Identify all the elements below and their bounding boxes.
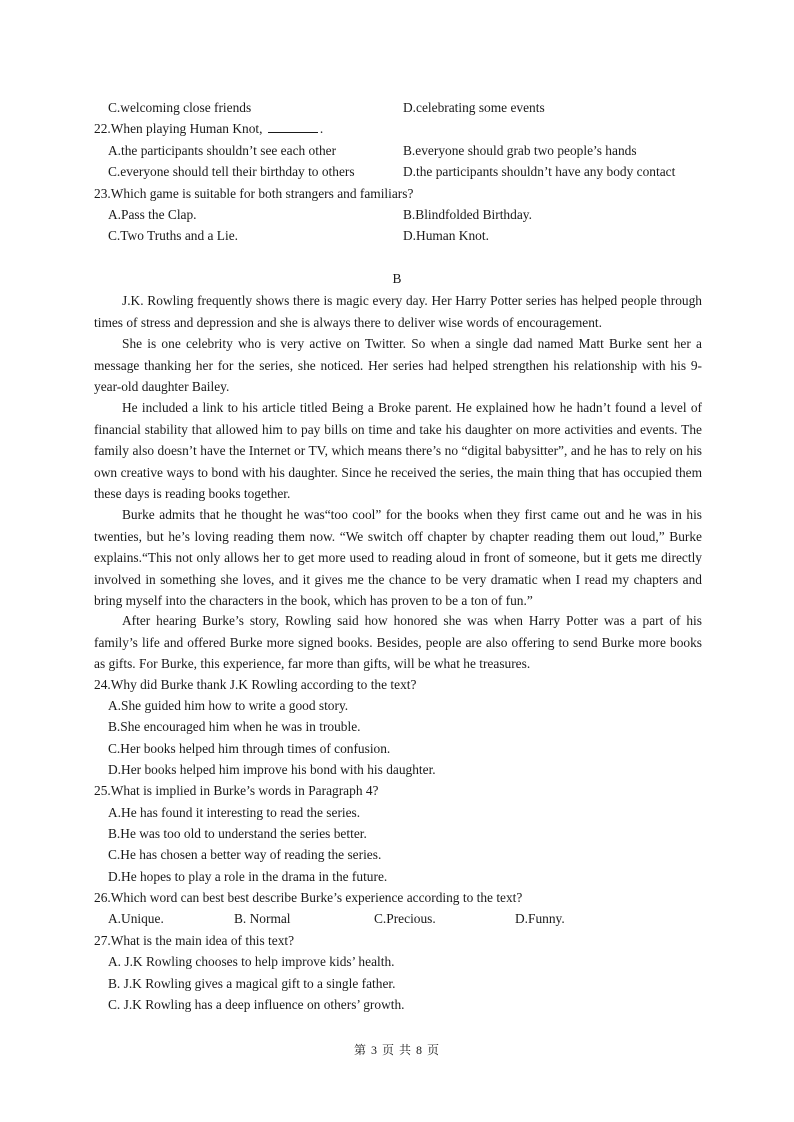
- q24-option-b: B.She encouraged him when he was in trouble.: [108, 719, 361, 734]
- passage-paragraph-3: He included a link to his article titled Being a Broke parent. He explained how he hadn’t found a level of financial stability that allowed him to pay bills on time and take his daughter on more activities and events. The family also doesn’t have the Internet or TV, which means there’s no “digital babysitter”, and he has to rely on his own creative ways to bond with his daughter. Since he received the series, the main thing that has occupied them these days is reading books together.: [94, 400, 702, 501]
- q25-option-a: A.He has found it interesting to read the series.: [108, 805, 361, 820]
- q22-option-a: A.the participants shouldn’t see each other: [108, 143, 337, 158]
- passage-paragraph-2: She is one celebrity who is very active on Twitter. So when a single dad named Matt Burke sent her a message thanking her for the series, she noticed. Her series had helped strengthen his relationship with his 9-year-old daughter Bailey.: [94, 336, 702, 394]
- q21-option-c: C.welcoming close friends: [108, 100, 252, 115]
- answer-blank: [268, 121, 318, 133]
- q26-option-d: D.Funny.: [515, 911, 565, 926]
- passage-paragraph-4: Burke admits that he thought he was“too cool” for the books when they first came out and he was in his twenties, but he’s loving reading them now. “We switch off chapter by chapter reading them out loud,” Burke explains.“This not only allows her to get more used to reading aloud in front of someone, but it gets me directly involved in something she loves, and it gives me the chance to be very dramatic when I read my chapters and bring myself into the characters in the book, which has proven to be a ton of fun.”: [94, 507, 702, 608]
- q27-option-a: A. J.K Rowling chooses to help improve kids’ health.: [108, 954, 395, 969]
- q23-option-a: A.Pass the Clap.: [108, 207, 197, 222]
- q22-stem-text: 22.When playing Human Knot,: [94, 121, 263, 136]
- q24-option-d: D.Her books helped him improve his bond with his daughter.: [108, 762, 436, 777]
- passage-paragraph-5: After hearing Burke’s story, Rowling said how honored she was when Harry Potter was a part of his family’s life and offered Burke more signed books. Besides, people are also offering to send Burke more books as gifts. For Burke, this experience, far more than gifts, will be what he treasures.: [94, 613, 702, 671]
- q22-option-b: B.everyone should grab two people’s hands: [403, 143, 637, 158]
- q21-option-d: D.celebrating some events: [403, 100, 545, 115]
- q23-option-d: D.Human Knot.: [403, 228, 489, 243]
- q26-option-c: C.Precious.: [374, 911, 436, 926]
- q26-option-b: B. Normal: [234, 911, 291, 926]
- q25-option-d: D.He hopes to play a role in the drama in the future.: [108, 869, 388, 884]
- q24-option-a: A.She guided him how to write a good story.: [108, 698, 349, 713]
- q22-option-c: C.everyone should tell their birthday to others: [108, 164, 355, 179]
- q24-option-c: C.Her books helped him through times of confusion.: [108, 741, 391, 756]
- q27-option-b: B. J.K Rowling gives a magical gift to a single father.: [108, 976, 396, 991]
- q22-stem-end: .: [319, 121, 324, 136]
- q25-option-c: C.He has chosen a better way of reading the series.: [108, 847, 382, 862]
- q25-option-b: B.He was too old to understand the series better.: [108, 826, 367, 841]
- q23-option-c: C.Two Truths and a Lie.: [108, 228, 238, 243]
- q23-option-b: B.Blindfolded Birthday.: [403, 207, 532, 222]
- q27-stem: 27.What is the main idea of this text?: [94, 933, 295, 948]
- q24-stem: 24.Why did Burke thank J.K Rowling according to the text?: [94, 677, 417, 692]
- page-footer: 第 3 页 共 8 页: [353, 1043, 440, 1057]
- q23-stem: 23.Which game is suitable for both strangers and familiars?: [94, 186, 414, 201]
- passage-paragraph-1: J.K. Rowling frequently shows there is magic every day. Her Harry Potter series has helped people through times of stress and depression and she is always there to deliver wise words of encouragement.: [94, 293, 702, 330]
- q27-option-c: C. J.K Rowling has a deep influence on others’ growth.: [108, 997, 405, 1012]
- q22-stem: [94, 120, 323, 138]
- q26-stem: 26.Which word can best best describe Burke’s experience according to the text?: [94, 890, 523, 905]
- q26-option-a: A.Unique.: [108, 911, 164, 926]
- q22-option-d: D.the participants shouldn’t have any body contact: [403, 164, 676, 179]
- section-b-label: B: [392, 271, 402, 286]
- q25-stem: 25.What is implied in Burke’s words in Paragraph 4?: [94, 783, 379, 798]
